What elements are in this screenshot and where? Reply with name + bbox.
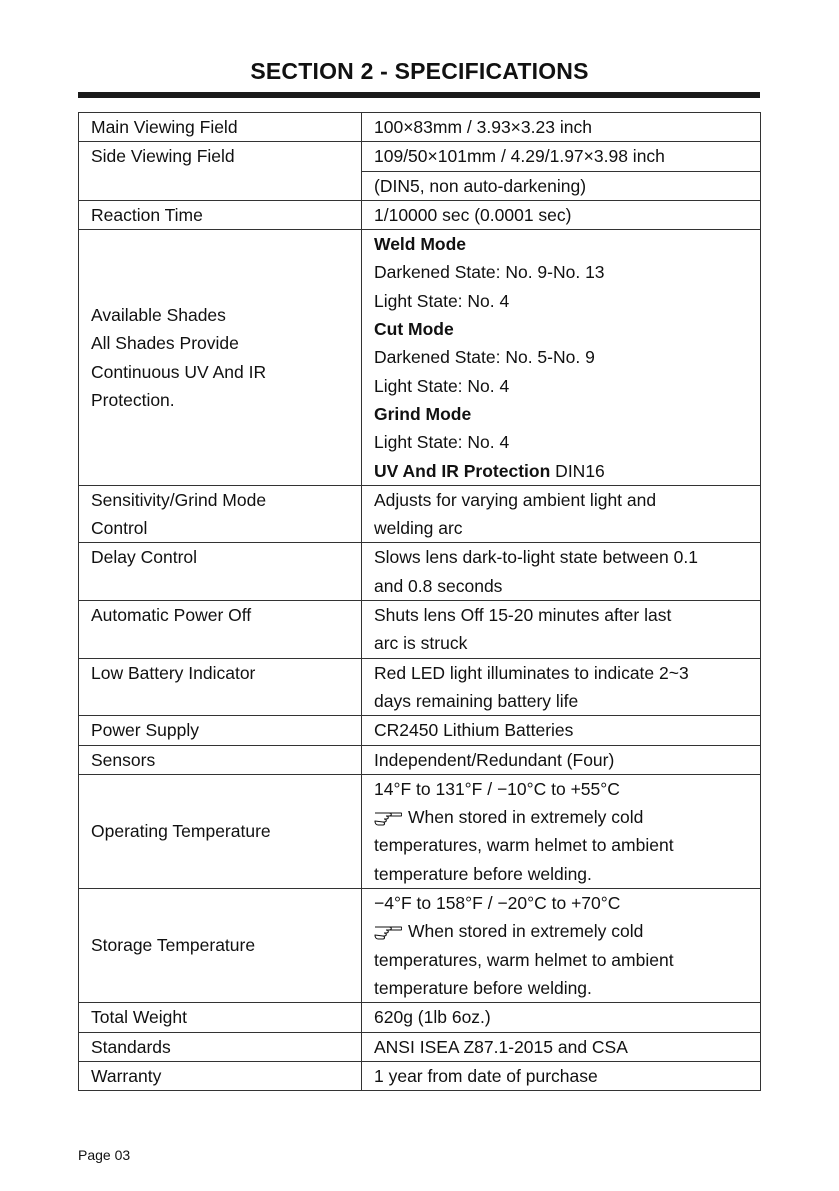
spec-value <box>362 1003 761 1032</box>
spec-value-text: 1 year from date of purchase <box>374 1065 598 1086</box>
spec-label <box>79 543 362 601</box>
spec-label <box>79 658 362 716</box>
spec-row-warranty <box>79 1061 761 1090</box>
spec-label-text: Warranty <box>91 1065 162 1086</box>
spec-label <box>79 1061 362 1090</box>
spec-row-side-viewing-field <box>79 142 761 171</box>
page-number: Page 03 <box>78 1147 131 1163</box>
spec-value-text: 1/10000 sec (0.0001 sec) <box>374 204 572 225</box>
spec-value-text: ANSI ISEA Z87.1-2015 and CSA <box>374 1036 628 1057</box>
spec-value-line: Adjusts for varying ambient light and <box>374 489 657 510</box>
temperature-note-text: When stored in extremely cold <box>408 921 644 942</box>
spec-value-line: welding arc <box>374 518 463 539</box>
title-divider <box>78 92 760 98</box>
page-title: SECTION 2 - SPECIFICATIONS <box>250 58 589 84</box>
spec-value <box>362 1032 761 1061</box>
spec-value <box>362 716 761 745</box>
spec-value <box>362 601 761 659</box>
spec-row-standards <box>79 1032 761 1061</box>
weld-mode-heading: Weld Mode <box>374 234 467 255</box>
spec-label <box>79 774 362 888</box>
spec-value-line: Shuts lens Off 15-20 minutes after last <box>374 605 672 626</box>
spec-label <box>79 889 362 1003</box>
spec-row-low-battery-indicator <box>79 658 761 716</box>
spec-label <box>79 200 362 229</box>
spec-value-text: CR2450 Lithium Batteries <box>374 720 574 741</box>
spec-label-text: Automatic Power Off <box>91 605 252 626</box>
spec-label-text: Delay Control <box>91 547 198 568</box>
spec-row-storage-temperature <box>79 889 761 1003</box>
spec-label-text: Standards <box>91 1036 171 1057</box>
spec-label <box>79 485 362 543</box>
spec-value <box>362 200 761 229</box>
weld-mode-light: Light State: No. 4 <box>374 290 510 311</box>
spec-value-text: 100×83mm / 3.93×3.23 inch <box>374 117 592 137</box>
temperature-range: −4°F to 158°F / −20°C to +70°C <box>374 893 621 914</box>
spec-value-line: days remaining battery life <box>374 690 579 711</box>
spec-value <box>362 658 761 716</box>
spec-value-text: 109/50×101mm / 4.29/1.97×3.98 inch <box>374 146 665 167</box>
temperature-range: 14°F to 131°F / −10°C to +55°C <box>374 778 620 799</box>
spec-label-line: Control <box>91 518 148 539</box>
spec-label-text: Side Viewing Field <box>91 146 235 167</box>
spec-label-line: Protection. <box>91 389 175 410</box>
spec-value <box>362 113 761 142</box>
spec-value-line: Slows lens dark-to-light state between 0.1 <box>374 547 698 568</box>
spec-row-delay-control <box>79 543 761 601</box>
cut-mode-darkened: Darkened State: No. 5-No. 9 <box>374 347 595 368</box>
temperature-note-line <box>374 803 748 831</box>
spec-value-line: Red LED light illuminates to indicate 2~3 <box>374 662 689 683</box>
temperature-note-line: temperatures, warm helmet to ambient <box>374 835 674 856</box>
temperature-note-line: temperature before welding. <box>374 863 592 884</box>
temperature-note-text: When stored in extremely cold <box>408 807 644 828</box>
spec-label-text: Operating Temperature <box>91 821 271 842</box>
temperature-note-line <box>374 917 748 945</box>
spec-label-line: Continuous UV And IR <box>91 361 267 382</box>
spec-label <box>79 1003 362 1032</box>
spec-label-text: Reaction Time <box>91 204 203 225</box>
spec-value-line: arc is struck <box>374 633 468 654</box>
spec-row-total-weight <box>79 1003 761 1032</box>
spec-label-text: Low Battery Indicator <box>91 662 256 683</box>
spec-label <box>79 113 362 142</box>
pointing-hand-icon <box>374 808 402 826</box>
specifications-table <box>78 112 761 1091</box>
spec-value-text: 620g (1lb 6oz.) <box>374 1007 491 1028</box>
spec-label <box>79 745 362 774</box>
spec-label <box>79 1032 362 1061</box>
cut-mode-light: Light State: No. 4 <box>374 375 510 396</box>
spec-value-line: and 0.8 seconds <box>374 575 503 596</box>
spec-label-line: Sensitivity/Grind Mode <box>91 489 267 510</box>
spec-value <box>362 142 761 171</box>
spec-row-automatic-power-off <box>79 601 761 659</box>
temperature-note-line: temperatures, warm helmet to ambient <box>374 949 674 970</box>
spec-row-reaction-time <box>79 200 761 229</box>
spec-row-main-viewing-field <box>79 113 761 142</box>
spec-value <box>362 1061 761 1090</box>
spec-label-line: Available Shades <box>91 304 226 325</box>
uv-ir-protection <box>374 457 748 485</box>
spec-row-sensitivity <box>79 485 761 543</box>
spec-value <box>362 171 761 200</box>
spec-label <box>79 230 362 486</box>
spec-value <box>362 774 761 888</box>
spec-label <box>79 716 362 745</box>
spec-label-line: All Shades Provide <box>91 333 239 354</box>
weld-mode-darkened: Darkened State: No. 9-No. 13 <box>374 262 605 283</box>
spec-label <box>79 601 362 659</box>
spec-row-available-shades <box>79 230 761 486</box>
uv-ir-protection-value: DIN16 <box>550 460 605 481</box>
spec-row-operating-temperature <box>79 774 761 888</box>
spec-value-note: (DIN5, non auto-darkening) <box>374 175 587 196</box>
spec-value <box>362 745 761 774</box>
temperature-note-line: temperature before welding. <box>374 977 592 998</box>
spec-value-text: Independent/Redundant (Four) <box>374 749 615 770</box>
grind-mode-light: Light State: No. 4 <box>374 432 510 453</box>
grind-mode-heading: Grind Mode <box>374 403 472 424</box>
spec-row-power-supply <box>79 716 761 745</box>
spec-value <box>362 543 761 601</box>
spec-row-sensors <box>79 745 761 774</box>
spec-label <box>79 142 362 201</box>
pointing-hand-icon <box>374 922 402 940</box>
spec-value <box>362 230 761 486</box>
spec-label-text: Storage Temperature <box>91 935 256 956</box>
spec-label-text: Main Viewing Field <box>91 117 238 137</box>
spec-value <box>362 889 761 1003</box>
uv-ir-protection-label: UV And IR Protection <box>374 460 551 481</box>
spec-label-text: Total Weight <box>91 1007 187 1028</box>
cut-mode-heading: Cut Mode <box>374 319 454 340</box>
spec-label-text: Sensors <box>91 749 156 770</box>
spec-label-text: Power Supply <box>91 720 199 741</box>
spec-value <box>362 485 761 543</box>
